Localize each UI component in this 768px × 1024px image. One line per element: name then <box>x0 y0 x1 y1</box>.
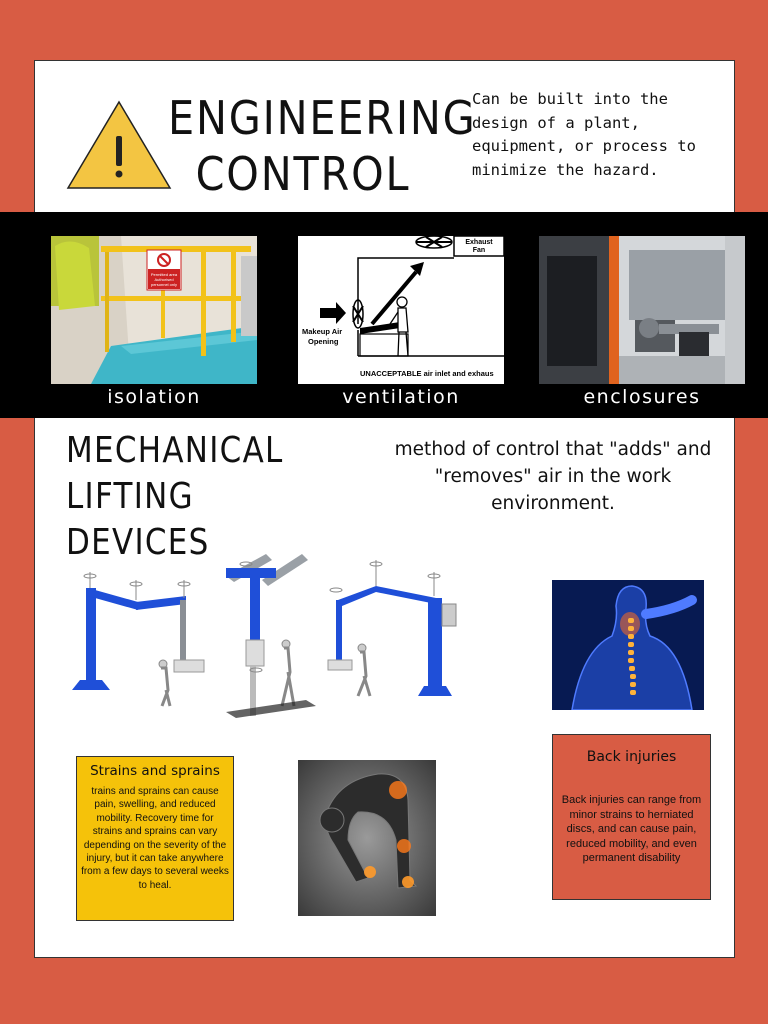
intro-text: Can be built into the design of a plant, equipment, or process to minimize the hazard. <box>472 90 696 179</box>
strains-title: Strains and sprains <box>90 763 220 779</box>
makeup-label-1: Makeup Air <box>302 327 343 336</box>
leg-pain-image <box>298 760 436 916</box>
strains-body: trains and sprains can cause pain, swelling, and reduced mobility. Recovery time for strains and sprains can vary depending on the severity of the injury, but it can take anywhere from a few days to several weeks to heal. <box>81 786 229 891</box>
fan-label-1: Exhaust <box>465 239 493 246</box>
sign-line-1: Permitted area <box>150 272 178 277</box>
back-injuries-body: Back injuries can range from minor strains to herniated discs, and can cause pain, reduced mobility, and even permanent disability <box>561 794 702 864</box>
mechanical-title-line-2: LIFTING DEVICES <box>66 476 210 563</box>
ventilation-description: method of control that "adds" and "removes" air in the work environment. <box>394 439 712 514</box>
mechanical-title-line-1: MECHANICAL <box>66 430 284 471</box>
label-ventilation: ventilation <box>342 386 460 408</box>
back-injuries-title: Back injuries <box>586 749 677 765</box>
isolation-photo <box>51 236 257 384</box>
lift-arm-1 <box>72 572 204 706</box>
ventilation-diagram <box>298 236 504 384</box>
makeup-label-2: Opening <box>308 337 339 346</box>
page-title <box>168 90 477 202</box>
diagram-caption: UNACCEPTABLE air inlet and exhaus <box>360 369 494 378</box>
enclosures-photo <box>539 236 745 384</box>
title-line-1: ENGINEERING <box>168 91 477 145</box>
sign-line-2: Authorised <box>154 277 174 282</box>
back-injuries-box <box>552 734 711 900</box>
label-isolation: isolation <box>107 386 201 408</box>
warning-triangle-icon <box>64 98 174 192</box>
fan-label-2: Fan <box>472 247 486 254</box>
strains-info-box <box>76 756 234 921</box>
lift-arm-2 <box>226 554 316 718</box>
back-pain-image <box>552 580 704 710</box>
title-line-2: CONTROL <box>195 147 411 201</box>
lift-arm-3 <box>328 560 456 696</box>
sign-line-3: personnel only <box>150 282 178 287</box>
label-enclosures: enclosures <box>583 386 701 408</box>
lifting-devices-illustration <box>66 540 476 720</box>
